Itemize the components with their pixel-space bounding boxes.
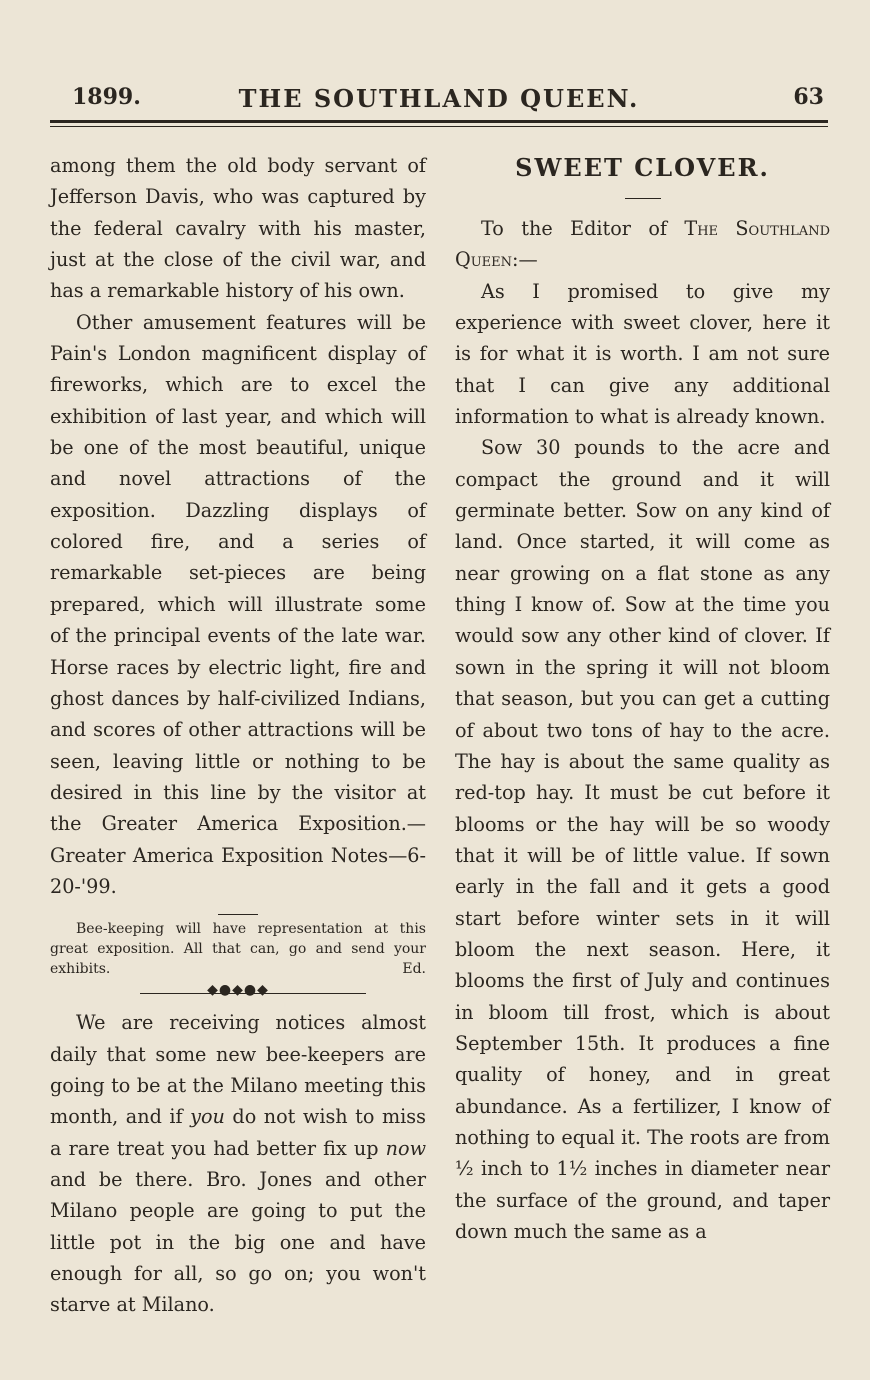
section-ornament [50,979,426,1007]
running-header [50,84,828,118]
left-paragraph-3 [50,1007,426,1320]
page-number: 63 [793,84,824,110]
para3-text-b: do not wish to miss a rare treat you had better fix up [50,1105,426,1160]
editor-signature: Ed. [402,961,426,978]
salutation-publication: The Southland Queen [455,217,830,272]
right-paragraph-2: Sow 30 pounds to the acre and compact the ground and it will germinate better. Sow on any kind of land. Once started, it will come as near growing on a flat stone as any thing I know of. Sow at the time you would sow any other kind of clover. If sown in the spring it will not bloom that season, but you can get a cutting of about two tons of hay to the acre. The hay is about the same quality as red-top hay. It must be cut before it blooms or the hay will be so woody that it will be of little value. If sown early in the fall and it gets a good start before winter sets in it will bloom the next season. Here, it blooms the first of July and continues in bloom till frost, which is about September 15th. It produces a fine quality of honey, and in great abundance. As a fertilizer, I know of nothing to equal it. The roots are from ½ inch to 1½ inches in diameter near the surface of the ground, and taper down much the same as a [455,436,830,1243]
para3-text-a: We are receiving notices almost daily that some new bee-keepers are going to be at the Milano meeting this month, and if [50,1011,426,1129]
right-paragraph-1: As I promised to give my experience with sweet clover, here it is for what it is worth. I am not sure that I can give any additional information to what is already known. [455,279,830,429]
para3-emphasis-now: now [385,1136,426,1160]
short-rule [218,914,258,915]
salutation-end: :— [512,248,538,272]
para3-emphasis-you: you [190,1105,225,1129]
title-dash [625,198,661,199]
salutation [455,213,830,276]
header-year: 1899. [72,84,141,110]
right-column [455,150,830,1247]
salutation-text: To the Editor of [481,217,685,240]
ornament-glyph: ◆●◆●◆ [207,982,269,999]
left-paragraph-1: among them the old body servant of Jefferson Davis, who was captured by the federal cavalry with his master, just at the close of the civil war, and has a remarkable history of his own. [50,154,426,303]
header-title: THE SOUTHLAND QUEEN. [238,84,640,113]
editor-note-text: Bee-keeping will have representation at this great exposition. All that can, go and send your exhibits. [50,921,426,978]
para3-text-c: and be there. Bro. Jones and other Milano people are going to put the little pot in the big one and have enough for all, so go on; you won't starve at Milano. [50,1167,426,1317]
left-column [50,150,426,1321]
editor-note [50,919,426,979]
article-title: SWEET CLOVER. [515,153,770,182]
header-rule-thick [50,120,828,123]
left-paragraph-2: Other amusement features will be Pain's London magnificent display of fireworks, which are to excel the exhibition of last year, and which will be one of the most beautiful, unique and novel attractions of the exposition. Dazzling displays of colored fire, and a series of remarkable set-pieces are being prepared, which will illustrate some of the principal events of the late war. Horse races by electric light, fire and ghost dances by half-civilized Indians, and scores of other attractions will be seen, leaving little or nothing to be desired in this line by the visitor at the Greater America Exposition.—Greater America Exposition Notes—6-20-'99. [50,310,426,898]
header-rule-thin [50,126,828,127]
